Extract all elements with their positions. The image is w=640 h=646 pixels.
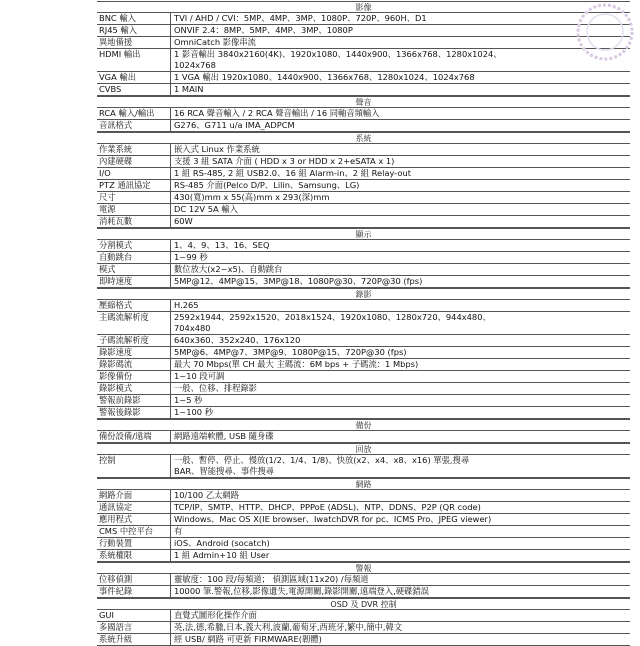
spec-label: 模式 bbox=[97, 264, 171, 275]
spec-row bbox=[97, 37, 630, 49]
spec-row bbox=[97, 371, 630, 383]
section-header: 影像 bbox=[97, 1, 630, 13]
spec-value: TCP/IP、SMTP、HTTP、DHCP、PPPoE (ADSL)、NTP、DDNS、P2P (QR code) bbox=[174, 502, 481, 512]
spec-label: 系統權限 bbox=[97, 550, 171, 561]
section-header: 警報 bbox=[97, 562, 630, 574]
spec-value: 英,法,德,希臘,日本,義大利,波蘭,葡萄牙,西班牙,繁中,簡中,韓文 bbox=[174, 622, 403, 632]
spec-value: 1、4、9、13、16、SEQ bbox=[174, 240, 270, 250]
spec-label: CVBS bbox=[97, 84, 171, 95]
spec-row bbox=[97, 610, 630, 622]
spec-value: 16 RCA 聲音輸入 / 2 RCA 聲音輸出 / 16 同軸音頻輸入 bbox=[174, 108, 380, 118]
spec-label: CMS 中控平台 bbox=[97, 526, 171, 537]
spec-value: OmniCatch 影像串流 bbox=[174, 37, 256, 47]
spec-value: 嵌入式 Linux 作業系統 bbox=[174, 144, 260, 154]
spec-row bbox=[97, 383, 630, 395]
spec-label: 錄影碼流 bbox=[97, 359, 171, 370]
spec-label: BNC 輸入 bbox=[97, 13, 171, 24]
spec-row bbox=[97, 586, 630, 598]
spec-label: 備份設備/遠端 bbox=[97, 431, 171, 442]
spec-value: 有 bbox=[174, 526, 183, 536]
spec-label: 網路介面 bbox=[97, 490, 171, 501]
spec-label: VGA 輸出 bbox=[97, 72, 171, 83]
spec-value: 一般、位移、排程錄影 bbox=[174, 383, 257, 393]
spec-value: 10000 筆.警報,位移,影像遺失,電源開關,錄影開關,遠端登入,硬碟錯誤 bbox=[174, 586, 429, 596]
spec-label: 影像備份 bbox=[97, 371, 171, 382]
spec-value: 1 VGA 輸出 1920x1080、1440x900、1366x768、1280x1024、1024x768 bbox=[174, 72, 475, 82]
spec-label: 警報後錄影 bbox=[97, 407, 171, 418]
spec-value: 430(寬)mm x 55(高)mm x 293(深)mm bbox=[174, 192, 330, 202]
spec-value: ONVIF 2.4：8MP、5MP、4MP、3MP、1080P bbox=[174, 25, 353, 35]
spec-value: 最大 70 Mbps(單 CH 最大 主碼流：6M bps + 子碼流：1 Mbps) bbox=[174, 359, 419, 369]
spec-label: I/O bbox=[97, 168, 171, 179]
spec-label: HDMI 輸出 bbox=[97, 49, 171, 71]
section-header: 聲音 bbox=[97, 96, 630, 108]
spec-row bbox=[97, 156, 630, 168]
section-header: 顯示 bbox=[97, 228, 630, 240]
spec-label: 消耗瓦數 bbox=[97, 216, 171, 227]
spec-row bbox=[97, 13, 630, 25]
spec-row bbox=[97, 526, 630, 538]
spec-label: GUI bbox=[97, 610, 171, 621]
spec-row bbox=[97, 407, 630, 419]
spec-table bbox=[97, 1, 630, 646]
spec-value: 1~100 秒 bbox=[174, 407, 214, 417]
spec-label: 錄影速度 bbox=[97, 347, 171, 358]
spec-row bbox=[97, 312, 630, 335]
spec-row bbox=[97, 335, 630, 347]
spec-row bbox=[97, 634, 630, 646]
spec-row bbox=[97, 204, 630, 216]
spec-row bbox=[97, 240, 630, 252]
spec-value: Windows、Mac OS X(IE browser、IwatchDVR for pc、ICMS Pro、JPEG viewer) bbox=[174, 514, 492, 524]
spec-label: RCA 輸入/輸出 bbox=[97, 108, 171, 119]
spec-row bbox=[97, 216, 630, 228]
spec-row bbox=[97, 490, 630, 502]
spec-value: 數位放大(x2~x5)、自動跳台 bbox=[174, 264, 283, 274]
spec-value: 網路遠端軟體, USB 隨身碟 bbox=[174, 431, 274, 441]
spec-label: 異地備援 bbox=[97, 37, 171, 48]
section-header: 回放 bbox=[97, 443, 630, 455]
spec-label: 警報前錄影 bbox=[97, 395, 171, 406]
spec-label: 音訊格式 bbox=[97, 120, 171, 131]
spec-value: TVI / AHD / CVI：5MP、4MP、3MP、1080P、720P、960H、D1 bbox=[174, 13, 427, 23]
spec-row bbox=[97, 300, 630, 312]
spec-row bbox=[97, 574, 630, 586]
spec-row bbox=[97, 395, 630, 407]
spec-value: 直覺式圖形化操作介面 bbox=[174, 610, 257, 620]
spec-label: 通訊協定 bbox=[97, 502, 171, 513]
spec-value: 1 組 Admin+10 組 User bbox=[174, 550, 270, 560]
spec-value: 60W bbox=[174, 216, 193, 226]
spec-row bbox=[97, 538, 630, 550]
spec-label: RJ45 輸入 bbox=[97, 25, 171, 36]
spec-row bbox=[97, 502, 630, 514]
spec-label: 分割模式 bbox=[97, 240, 171, 251]
spec-row bbox=[97, 359, 630, 371]
spec-row bbox=[97, 25, 630, 37]
spec-value: 1 MAIN bbox=[174, 84, 204, 94]
spec-value: 一般、暫停、停止、慢放(1/2、1/4、1/8)、快放(x2、x4、x8、x16) 單張,搜尋 BAR、智能搜尋、事件搜尋 bbox=[174, 455, 470, 476]
spec-label: 位移偵測 bbox=[97, 574, 171, 585]
spec-label: 多國語言 bbox=[97, 622, 171, 633]
spec-row bbox=[97, 49, 630, 72]
spec-row bbox=[97, 455, 630, 478]
spec-value: G276、G711 u/a IMA_ADPCM bbox=[174, 120, 295, 130]
section-header: 備份 bbox=[97, 419, 630, 431]
spec-label: 控制 bbox=[97, 455, 171, 477]
spec-row bbox=[97, 180, 630, 192]
spec-label: 主碼流解析度 bbox=[97, 312, 171, 334]
spec-label: 系統升級 bbox=[97, 634, 171, 645]
spec-value: 10/100 乙太網路 bbox=[174, 490, 240, 500]
spec-value: 1~10 段可調 bbox=[174, 371, 225, 381]
spec-value: iOS、Android (socatch) bbox=[174, 538, 270, 548]
spec-value: 5MP@12、4MP@15、3MP@18、1080P@30、720P@30 (fps) bbox=[174, 276, 423, 286]
spec-row bbox=[97, 347, 630, 359]
spec-value: 640x360、352x240、176x120 bbox=[174, 335, 301, 345]
spec-value: 1~5 秒 bbox=[174, 395, 203, 405]
spec-row bbox=[97, 264, 630, 276]
spec-row bbox=[97, 72, 630, 84]
spec-value: 5MP@6、4MP@7、3MP@9、1080P@15、720P@30 (fps) bbox=[174, 347, 407, 357]
spec-row bbox=[97, 108, 630, 120]
spec-row bbox=[97, 84, 630, 96]
spec-row bbox=[97, 192, 630, 204]
section-header: 網路 bbox=[97, 478, 630, 490]
spec-label: 錄影模式 bbox=[97, 383, 171, 394]
spec-value: H.265 bbox=[174, 300, 199, 310]
spec-label: 事件紀錄 bbox=[97, 586, 171, 597]
spec-row bbox=[97, 622, 630, 634]
spec-row bbox=[97, 514, 630, 526]
spec-value: 支援 3 組 SATA 介面 ( HDD x 3 or HDD x 2+eSATA x 1) bbox=[174, 156, 395, 166]
spec-row bbox=[97, 276, 630, 288]
spec-value: 經 USB/ 網路 可更新 FIRMWARE(韌體) bbox=[174, 634, 322, 644]
spec-value: RS-485 介面(Pelco D/P、Lilin、Samsung、LG) bbox=[174, 180, 360, 190]
spec-label: 自動跳台 bbox=[97, 252, 171, 263]
section-header: OSD 及 DVR 控制 bbox=[97, 598, 630, 610]
spec-row bbox=[97, 252, 630, 264]
spec-label: 作業系統 bbox=[97, 144, 171, 155]
spec-row bbox=[97, 168, 630, 180]
spec-row bbox=[97, 550, 630, 562]
spec-value: DC 12V 5A 輸入 bbox=[174, 204, 238, 214]
spec-label: 行動裝置 bbox=[97, 538, 171, 549]
spec-label: 應用程式 bbox=[97, 514, 171, 525]
spec-value: 1 組 RS-485, 2 組 USB2.0、16 組 Alarm-in、2 組 Relay-out bbox=[174, 168, 411, 178]
section-header: 錄影 bbox=[97, 288, 630, 300]
spec-label: 子碼流解析度 bbox=[97, 335, 171, 346]
section-header: 系統 bbox=[97, 132, 630, 144]
spec-value: 1~99 秒 bbox=[174, 252, 208, 262]
spec-row bbox=[97, 120, 630, 132]
spec-row bbox=[97, 144, 630, 156]
spec-value: 1 影音輸出 3840x2160(4K)、1920x1080、1440x900、1366x768、1280x1024、 1024x768 bbox=[174, 49, 502, 70]
spec-label: 尺寸 bbox=[97, 192, 171, 203]
spec-row bbox=[97, 431, 630, 443]
spec-label: 電源 bbox=[97, 204, 171, 215]
spec-label: 壓縮格式 bbox=[97, 300, 171, 311]
spec-label: 即時速度 bbox=[97, 276, 171, 287]
spec-label: 內建硬碟 bbox=[97, 156, 171, 167]
spec-value: 2592x1944、2592x1520、2018x1524、1920x1080、1280x720、944x480、 704x480 bbox=[174, 312, 491, 333]
spec-label: PTZ 通訊協定 bbox=[97, 180, 171, 191]
spec-value: 靈敏度：100 段/每頻道； 偵測區域(11x20) /每頻道 bbox=[174, 574, 369, 584]
